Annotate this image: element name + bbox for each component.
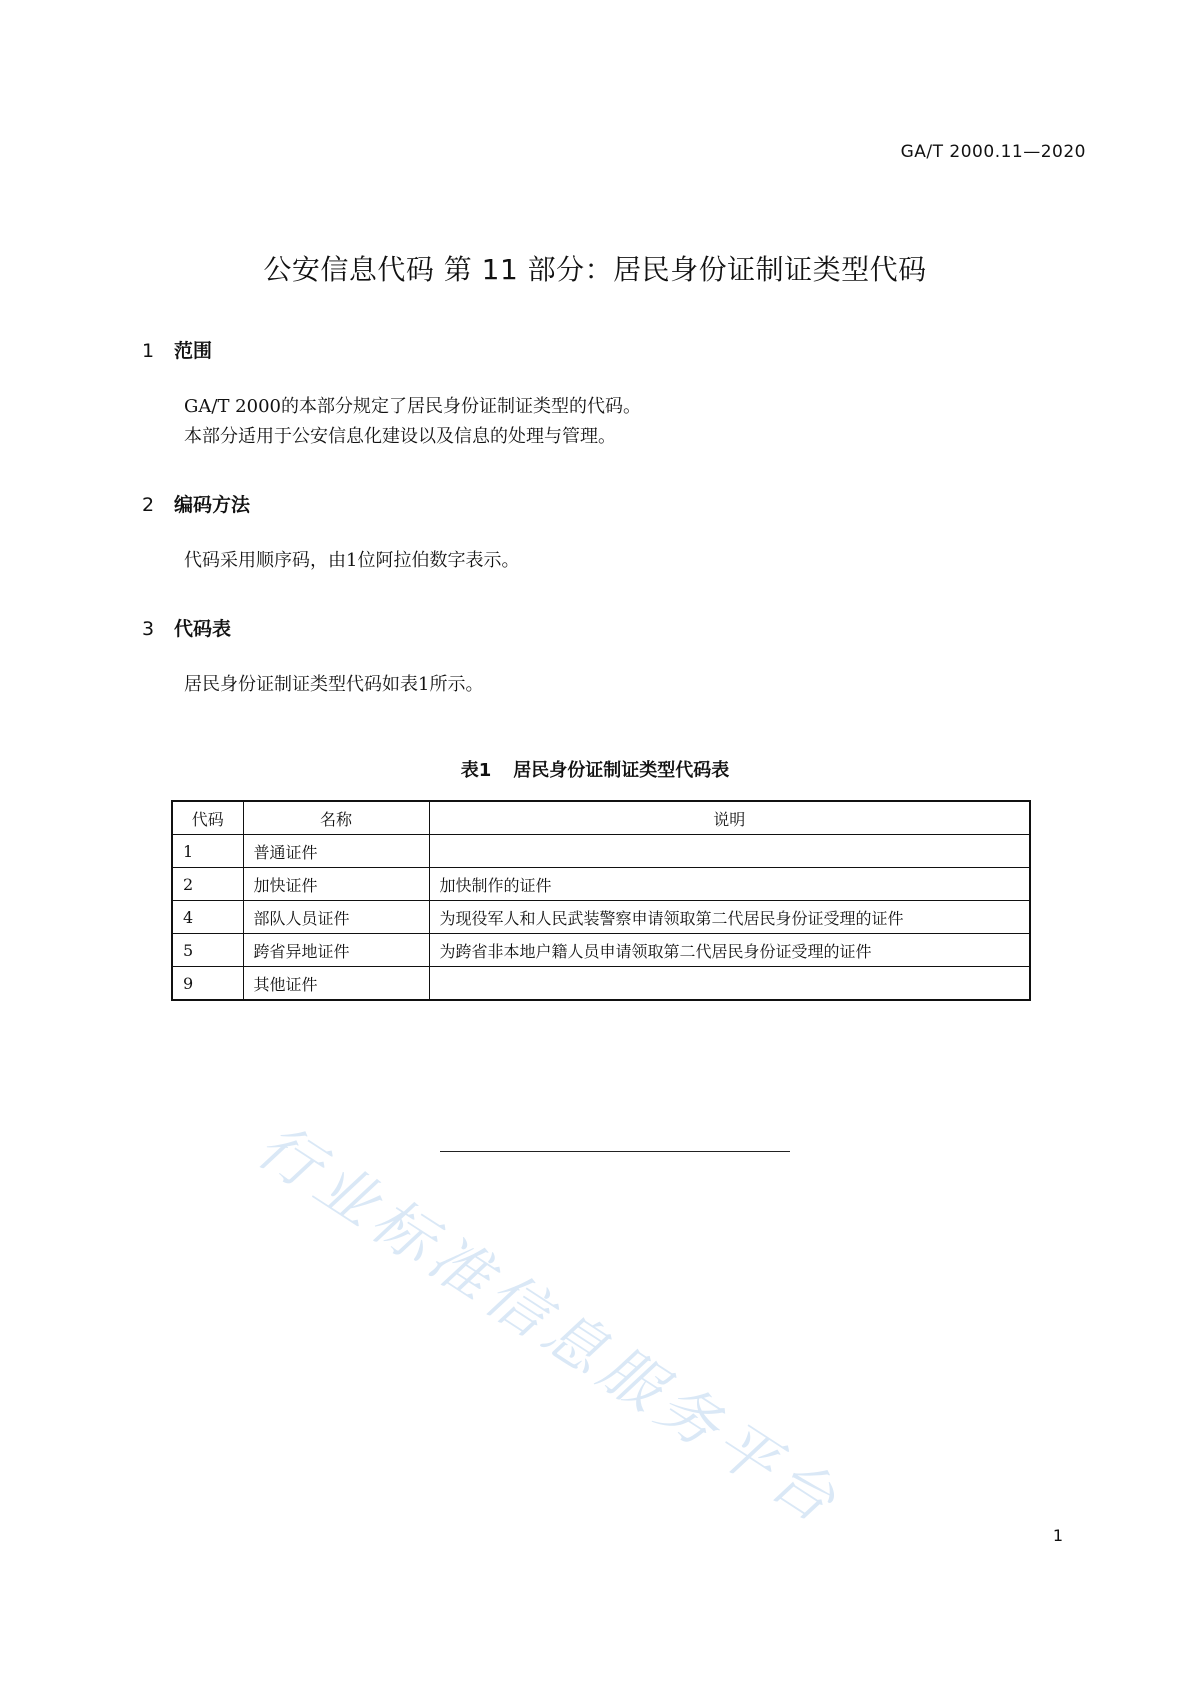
cell-name: 其他证件 bbox=[243, 967, 429, 1001]
section-1-paragraph-2: 本部分适用于公安信息化建设以及信息的处理与管理。 bbox=[184, 426, 616, 447]
cell-name: 普通证件 bbox=[243, 835, 429, 868]
section-1-heading bbox=[142, 336, 212, 363]
cell-name: 部队人员证件 bbox=[243, 901, 429, 934]
watermark: 行业标准信息服务平台 bbox=[244, 1110, 854, 1540]
end-of-document-line bbox=[440, 1151, 790, 1152]
code-table bbox=[171, 800, 1031, 1001]
table-row bbox=[172, 967, 1030, 1001]
cell-description: 加快制作的证件 bbox=[429, 868, 1030, 901]
cell-code: 9 bbox=[172, 967, 243, 1001]
table-header-row bbox=[172, 801, 1030, 835]
table-row bbox=[172, 934, 1030, 967]
table-caption-title: 居民身份证制证类型代码表 bbox=[513, 760, 730, 781]
section-title: 编码方法 bbox=[174, 494, 251, 516]
section-number: 1 bbox=[142, 340, 155, 362]
table-row bbox=[172, 835, 1030, 868]
section-3-paragraph-1: 居民身份证制证类型代码如表1所示。 bbox=[184, 674, 484, 695]
cell-code: 4 bbox=[172, 901, 243, 934]
cell-description: 为跨省非本地户籍人员申请领取第二代居民身份证受理的证件 bbox=[429, 934, 1030, 967]
cell-description bbox=[429, 967, 1030, 1001]
cell-name: 跨省异地证件 bbox=[243, 934, 429, 967]
section-2-paragraph-1: 代码采用顺序码，由1位阿拉伯数字表示。 bbox=[184, 550, 520, 571]
cell-code: 1 bbox=[172, 835, 243, 868]
document-title: 公安信息代码 第 11 部分：居民身份证制证类型代码 bbox=[263, 253, 927, 286]
header-name: 名称 bbox=[243, 801, 429, 835]
header-code: 代码 bbox=[172, 801, 243, 835]
section-3-heading bbox=[142, 614, 231, 641]
cell-code: 2 bbox=[172, 868, 243, 901]
section-title: 代码表 bbox=[174, 618, 232, 640]
section-2-heading bbox=[142, 490, 250, 517]
cell-name: 加快证件 bbox=[243, 868, 429, 901]
header-description: 说明 bbox=[429, 801, 1030, 835]
page-number: 1 bbox=[1052, 1526, 1063, 1545]
table-caption bbox=[0, 756, 1190, 782]
table-row bbox=[172, 901, 1030, 934]
cell-code: 5 bbox=[172, 934, 243, 967]
section-number: 3 bbox=[142, 618, 155, 640]
table-caption-label: 表1 bbox=[460, 760, 492, 781]
section-number: 2 bbox=[142, 494, 155, 516]
section-1-paragraph-1: GA/T 2000的本部分规定了居民身份证制证类型的代码。 bbox=[184, 396, 641, 417]
standard-code: GA/T 2000.11—2020 bbox=[900, 142, 1086, 162]
cell-description: 为现役军人和人民武装警察申请领取第二代居民身份证受理的证件 bbox=[429, 901, 1030, 934]
cell-description bbox=[429, 835, 1030, 868]
section-title: 范围 bbox=[174, 340, 213, 362]
table-row bbox=[172, 868, 1030, 901]
